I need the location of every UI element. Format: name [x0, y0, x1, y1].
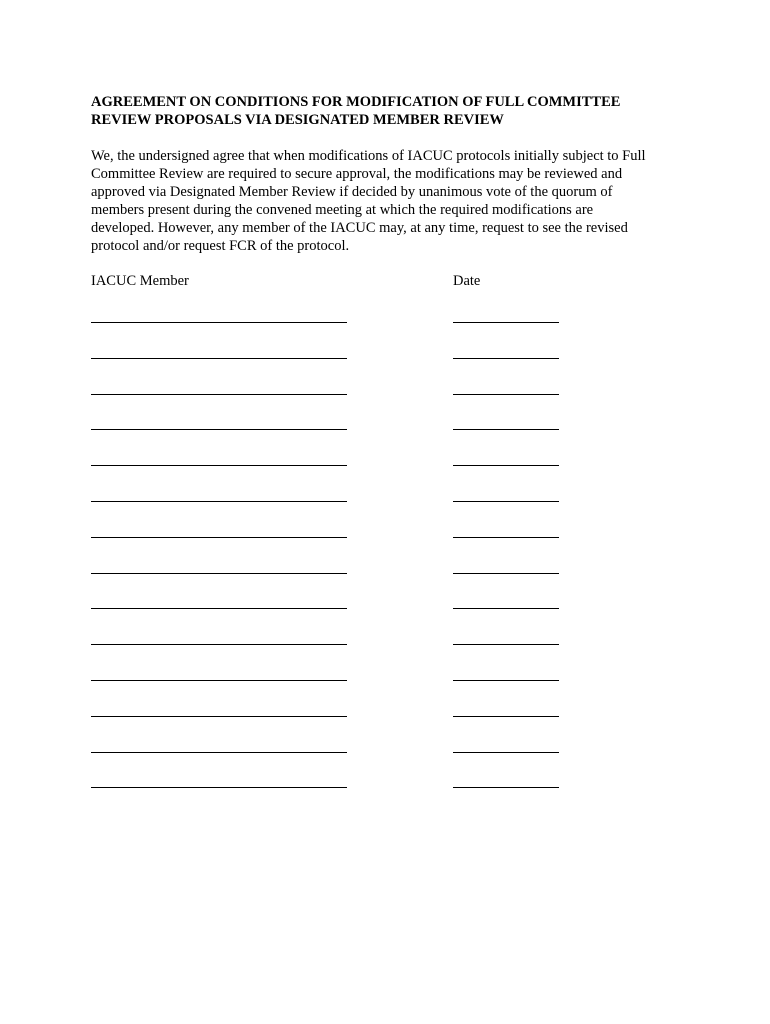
date-line[interactable] [453, 322, 559, 323]
signature-row [0, 665, 770, 685]
date-line[interactable] [453, 787, 559, 788]
member-signature-line[interactable] [91, 501, 347, 502]
member-signature-line[interactable] [91, 716, 347, 717]
date-column-header: Date [453, 273, 481, 289]
date-line[interactable] [453, 573, 559, 574]
member-signature-line[interactable] [91, 322, 347, 323]
signature-row [0, 701, 770, 721]
member-signature-line[interactable] [91, 573, 347, 574]
member-signature-line[interactable] [91, 752, 347, 753]
member-signature-line[interactable] [91, 644, 347, 645]
iacuc-member-column-header: IACUC Member [91, 273, 189, 289]
date-line[interactable] [453, 608, 559, 609]
paragraph-line: developed. However, any member of the IACUC may, at any time, request to see the revised [91, 220, 628, 236]
signature-row [0, 629, 770, 649]
member-signature-line[interactable] [91, 394, 347, 395]
document-title-line: REVIEW PROPOSALS VIA DESIGNATED MEMBER REVIEW [91, 112, 504, 128]
date-line[interactable] [453, 501, 559, 502]
date-line[interactable] [453, 358, 559, 359]
date-line[interactable] [453, 537, 559, 538]
signature-row [0, 558, 770, 578]
member-signature-line[interactable] [91, 680, 347, 681]
signature-row [0, 593, 770, 613]
member-signature-line[interactable] [91, 787, 347, 788]
paragraph-line: Committee Review are required to secure approval, the modifications may be reviewed and [91, 166, 623, 182]
signature-row [0, 486, 770, 506]
member-signature-line[interactable] [91, 358, 347, 359]
member-signature-line[interactable] [91, 429, 347, 430]
document-title-line: AGREEMENT ON CONDITIONS FOR MODIFICATION OF FULL COMMITTEE [91, 94, 621, 110]
paragraph-line: members present during the convened meeting at which the required modifications are [91, 202, 594, 218]
date-line[interactable] [453, 716, 559, 717]
paragraph-line: approved via Designated Member Review if decided by unanimous vote of the quorum of [91, 184, 613, 200]
member-signature-line[interactable] [91, 537, 347, 538]
paragraph-line: protocol and/or request FCR of the protocol. [91, 238, 350, 254]
date-line[interactable] [453, 644, 559, 645]
date-line[interactable] [453, 465, 559, 466]
date-line[interactable] [453, 394, 559, 395]
signature-row [0, 307, 770, 327]
signature-row [0, 450, 770, 470]
date-line[interactable] [453, 680, 559, 681]
paragraph-line: We, the undersigned agree that when modifications of IACUC protocols initially subject to Full [91, 148, 646, 164]
date-line[interactable] [453, 752, 559, 753]
date-line[interactable] [453, 429, 559, 430]
signature-row [0, 343, 770, 363]
signature-row [0, 379, 770, 399]
signature-row [0, 737, 770, 757]
signature-row [0, 414, 770, 434]
member-signature-line[interactable] [91, 608, 347, 609]
member-signature-line[interactable] [91, 465, 347, 466]
signature-row [0, 522, 770, 542]
signature-row [0, 772, 770, 792]
